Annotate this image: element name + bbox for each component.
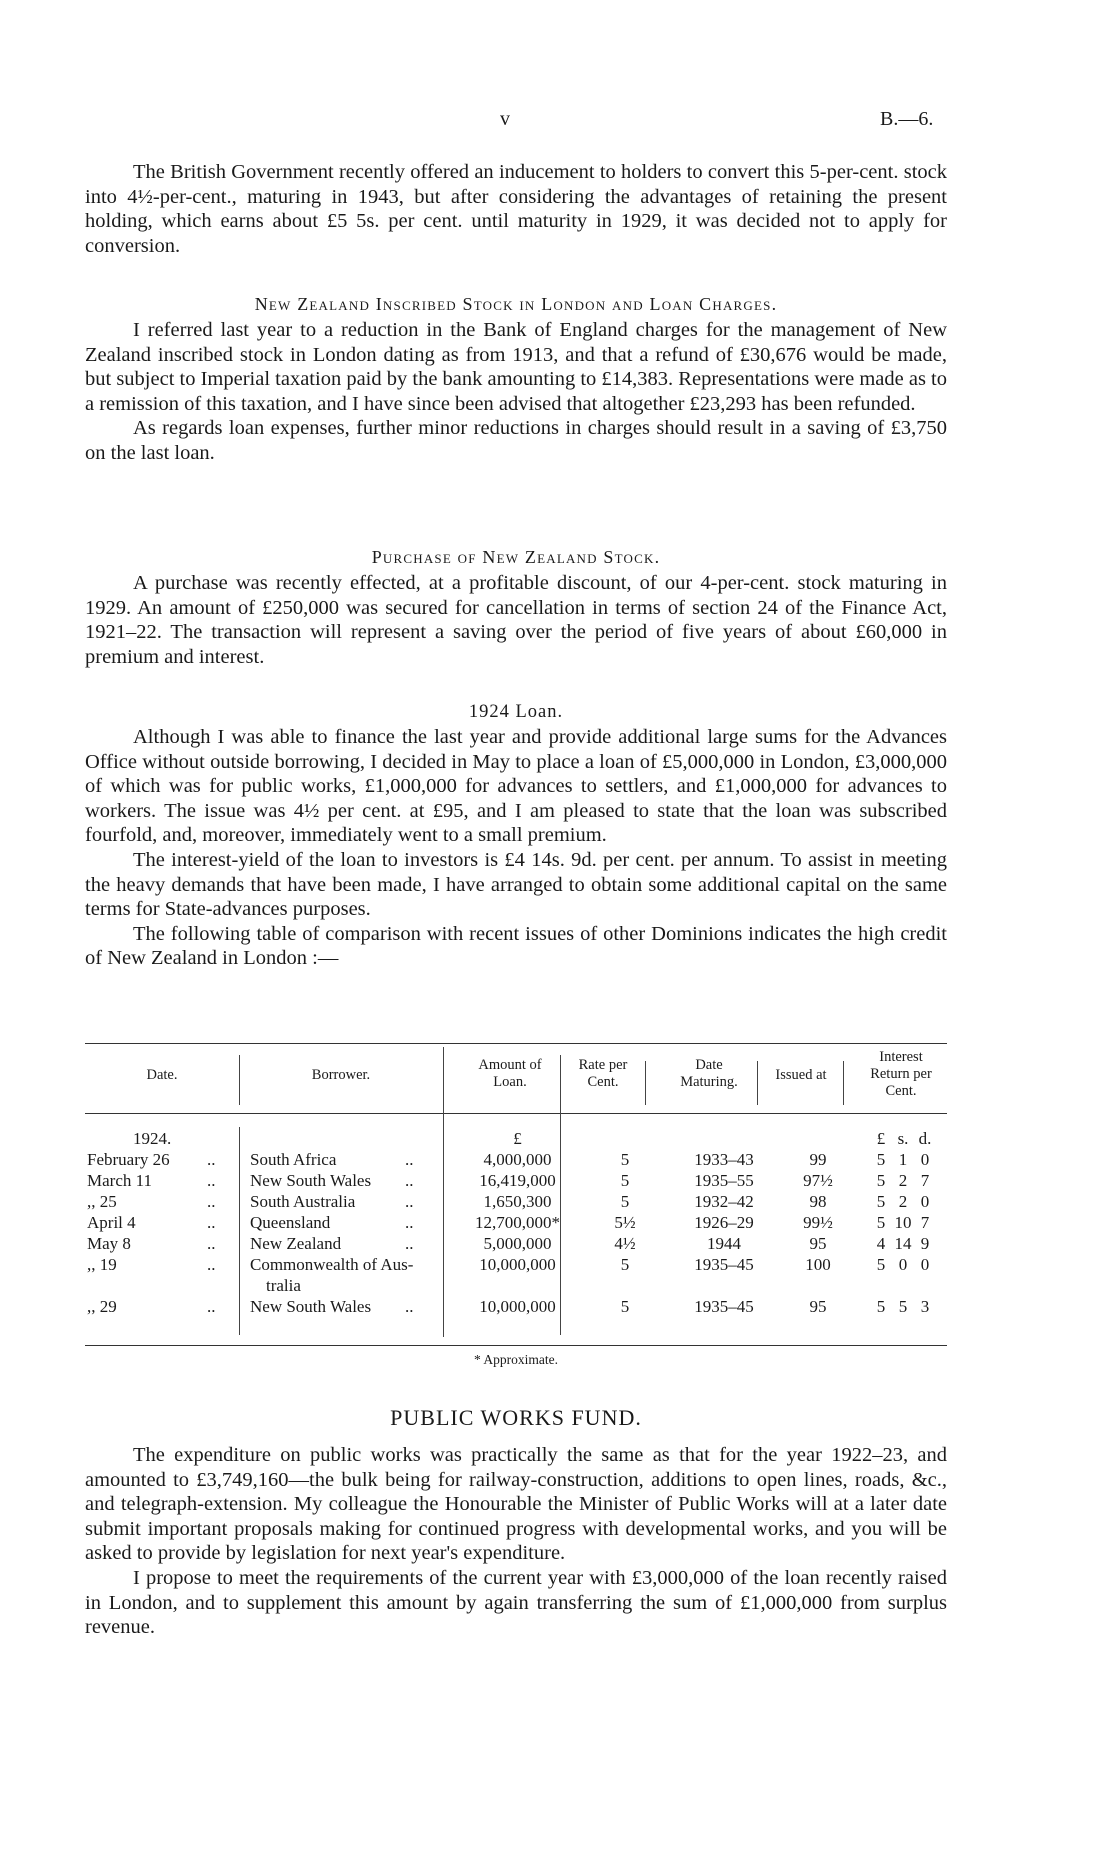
cell-interest-return: 5 1 0 <box>876 1150 930 1169</box>
cell-date-maturing: 1935–45 <box>694 1297 754 1316</box>
header-date-maturing: Date Maturing. <box>680 1057 738 1090</box>
cell-amount: 10,000,000 <box>479 1255 556 1274</box>
cell-amount: 10,000,000 <box>479 1297 556 1316</box>
cell-interest-return: 5 5 3 <box>876 1297 930 1316</box>
header-interest-return: Interest Return per Cent. <box>870 1049 932 1099</box>
paragraph: Although I was able to finance the last year and provide additional large sums for the Advances Office without outside borrowing, I decided in May to place a loan of £5,000,000 in London, £3,000,000 of which was for public works, £1,000,000 for advances to settlers, and £1,000,000 for advances to workers. The issue was 4½ per cent. at £95, and I am pleased to state that the loan was subscribed fourfold, and, moreover, immediately went to a small premium. <box>85 726 947 847</box>
cell-borrower: New South Wales <box>250 1171 372 1190</box>
table-header-rule <box>85 1113 947 1114</box>
header-borrower: Borrower. <box>311 1067 371 1083</box>
cell-issued-at: 98 <box>809 1192 827 1211</box>
cell-date-maturing: 1932–42 <box>694 1192 754 1211</box>
cell-borrower: New South Wales <box>250 1297 372 1316</box>
section-public-works <box>85 1405 947 1640</box>
section-purchase <box>85 545 947 669</box>
amount-unit: £ <box>513 1129 522 1148</box>
cell-date-maturing: 1944 <box>707 1234 741 1253</box>
cell-date: March 11 <box>87 1171 152 1190</box>
page-number: v <box>500 108 510 130</box>
cell-issued-at: 95 <box>809 1297 827 1316</box>
cell-interest-return: 5 0 0 <box>876 1255 930 1274</box>
cell-issued-at: 99½ <box>803 1213 833 1232</box>
table-bottom-rule <box>85 1345 947 1346</box>
cell-date: April 4 <box>87 1213 136 1232</box>
cell-amount: 1,650,300 <box>483 1192 552 1211</box>
cell-date: May 8 <box>87 1234 131 1253</box>
section-heading: New Zealand Inscribed Stock in London and Loan Charges. <box>254 294 778 314</box>
leader-dots: .. <box>207 1213 216 1232</box>
document-reference: B.—6. <box>880 108 934 130</box>
cell-issued-at: 100 <box>805 1255 831 1274</box>
cell-issued-at: 95 <box>809 1234 827 1253</box>
leader-dots: .. <box>207 1192 216 1211</box>
cell-amount: 16,419,000 <box>479 1171 556 1190</box>
cell-borrower: Commonwealth of Aus- <box>250 1255 414 1274</box>
paragraph: The interest-yield of the loan to investors is £4 14s. 9d. per cent. per annum. To assist in meeting the heavy demands that have been made, I have arranged to obtain some additional capital on the same terms for State-advances purposes. <box>85 848 947 921</box>
paragraph: As regards loan expenses, further minor reductions in charges should result in a saving of £3,750 on the last loan. <box>85 417 947 464</box>
cell-borrower-continued: tralia <box>266 1276 301 1295</box>
cell-rate: 5 <box>620 1150 630 1169</box>
section-heading: Purchase of New Zealand Stock. <box>371 547 661 567</box>
table-footnote: * Approximate. <box>474 1352 558 1367</box>
paragraph: I propose to meet the requirements of the current year with £3,000,000 of the loan recently raised in London, and to supplement this amount by again transferring the sum of £1,000,000 from surplus revenue. <box>85 1566 947 1639</box>
leader-dots: .. <box>207 1150 216 1169</box>
paragraph: The British Government recently offered an inducement to holders to convert this 5-per-cent. stock into 4½-per-cent., maturing in 1943, but after considering the advantages of retaining the present holding, which earns about £5 5s. per cent. until maturity in 1929, it was decided not to apply for conversion. <box>85 161 947 257</box>
cell-date-maturing: 1935–55 <box>694 1171 754 1190</box>
cell-date: ,, 25 <box>87 1192 117 1211</box>
cell-date: ,, 19 <box>87 1255 117 1274</box>
cell-issued-at: 97½ <box>803 1171 833 1190</box>
leader-dots: .. <box>405 1234 414 1253</box>
cell-amount: 12,700,000* <box>475 1213 560 1232</box>
cell-issued-at: 99 <box>809 1150 827 1169</box>
cell-date: February 26 <box>87 1150 170 1169</box>
leader-dots: .. <box>405 1213 414 1232</box>
cell-rate: 5 <box>620 1192 630 1211</box>
header-amount: Amount of Loan. <box>478 1057 542 1090</box>
cell-date: ,, 29 <box>87 1297 117 1316</box>
paragraph: The expenditure on public works was practically the same as that for the year 1922–23, and amounted to £3,749,160—the bulk being for railway-construction, additions to open lines, roads, &c., and telegraph-extension. My colleague the Honourable the Minister of Public Works will at a later date submit important proposals making for continued progress with developmental works, and you will be asked to provide by legislation for next year's expenditure. <box>85 1444 947 1565</box>
cell-interest-return: 4 14 9 <box>876 1234 930 1253</box>
cell-rate: 5½ <box>614 1213 636 1232</box>
cell-borrower: South Australia <box>250 1192 356 1211</box>
leader-dots: .. <box>405 1150 414 1169</box>
cell-borrower: Queensland <box>250 1213 331 1232</box>
leader-dots: .. <box>207 1234 216 1253</box>
cell-rate: 4½ <box>614 1234 636 1253</box>
leader-dots: .. <box>405 1171 414 1190</box>
interest-units: £ s. d. <box>876 1129 932 1148</box>
cell-rate: 5 <box>620 1171 630 1190</box>
cell-date-maturing: 1935–45 <box>694 1255 754 1274</box>
paragraph: I referred last year to a reduction in the Bank of England charges for the management of New Zealand inscribed stock in London dating as from 1913, and that a refund of £30,676 would be made, but subject to Imperial taxation paid by the bank amounting to £14,383. Representations were made as to a remission of this taxation, and I have since been advised that altogether £23,293 has been refunded. <box>85 319 947 415</box>
leader-dots: .. <box>405 1297 414 1316</box>
leader-dots: .. <box>207 1255 216 1274</box>
section-inscribed-stock <box>85 292 947 466</box>
header-rate: Rate per Cent. <box>578 1057 628 1090</box>
section-heading: 1924 Loan. <box>468 702 564 722</box>
cell-date-maturing: 1926–29 <box>694 1213 754 1232</box>
cell-borrower: South Africa <box>250 1150 337 1169</box>
cell-amount: 5,000,000 <box>483 1234 552 1253</box>
paragraph: The following table of comparison with recent issues of other Dominions indicates the high credit of New Zealand in London :— <box>85 922 947 970</box>
table-footnote-block <box>85 1352 947 1368</box>
cell-amount: 4,000,000 <box>483 1150 552 1169</box>
year-label: 1924. <box>133 1129 172 1148</box>
cell-interest-return: 5 10 7 <box>876 1213 930 1232</box>
leader-dots: .. <box>207 1297 216 1316</box>
cell-interest-return: 5 2 7 <box>876 1171 930 1190</box>
leader-dots: .. <box>207 1171 216 1190</box>
paragraph: A purchase was recently effected, at a profitable discount, of our 4-per-cent. stock maturing in 1929. An amount of £250,000 was secured for cancellation in terms of section 24 of the Finance Act, 1921–22. The transaction will represent a saving over the period of five years of about £60,000 in premium and interest. <box>85 572 947 668</box>
header-date: Date. <box>146 1067 178 1083</box>
cell-borrower: New Zealand <box>250 1234 342 1253</box>
cell-rate: 5 <box>620 1255 630 1274</box>
leader-dots: .. <box>405 1192 414 1211</box>
cell-date-maturing: 1933–43 <box>694 1150 754 1169</box>
table-top-rule <box>85 1043 947 1044</box>
cell-interest-return: 5 2 0 <box>876 1192 930 1211</box>
section-1924-loan <box>85 700 947 971</box>
intro-block <box>85 160 947 258</box>
section-heading: PUBLIC WORKS FUND. <box>390 1405 642 1430</box>
cell-rate: 5 <box>620 1297 630 1316</box>
header-issued-at: Issued at <box>775 1067 827 1083</box>
